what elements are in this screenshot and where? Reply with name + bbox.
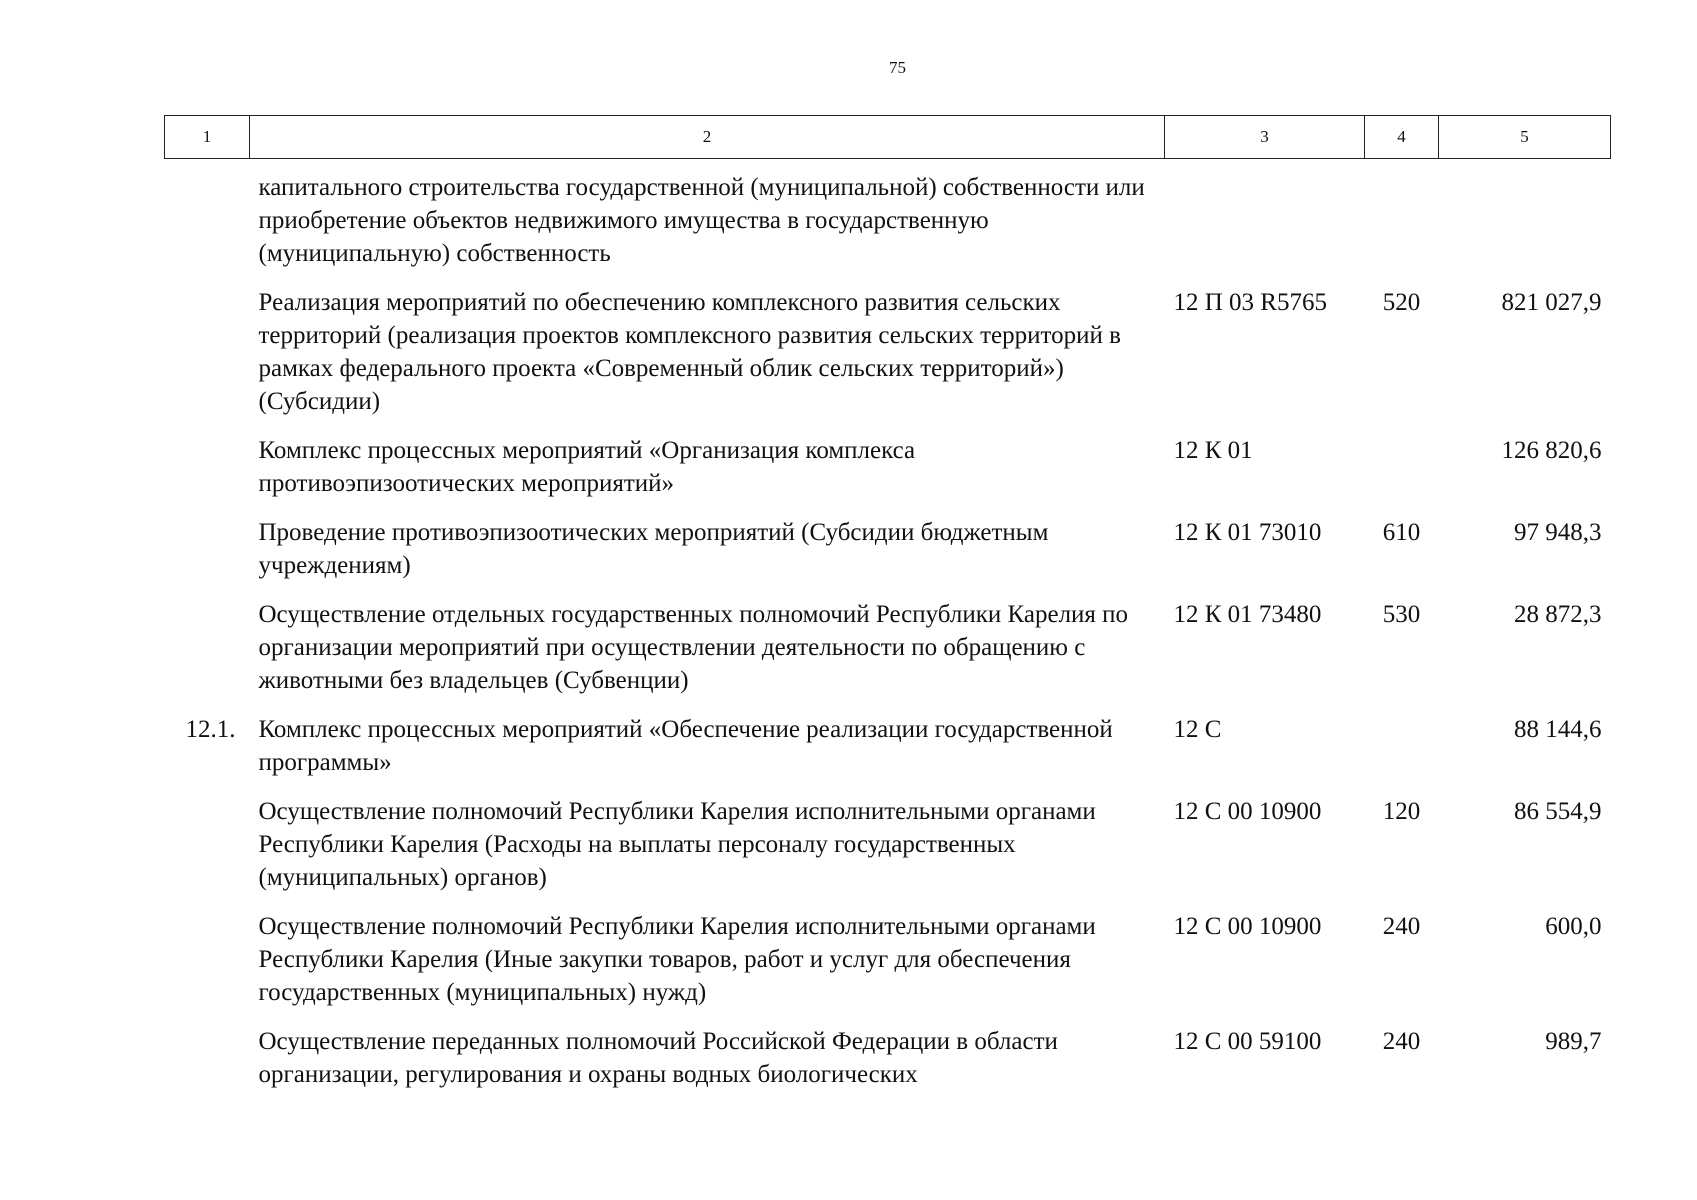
row-description: Проведение противоэпизоотических мероприятий (Субсидии бюджетным учреждениям) (258, 519, 1049, 579)
column-header-3: 3 (1165, 116, 1365, 159)
row-target-code: 12 К 01 (1173, 437, 1253, 464)
table-row (165, 159, 1611, 287)
row-expense-type: 530 (1382, 601, 1421, 628)
table-row (165, 713, 1611, 795)
row-description: Комплекс процессных мероприятий «Обеспечение реализации государственной программы» (258, 716, 1113, 776)
row-number (165, 795, 250, 910)
table-row (165, 1025, 1611, 1107)
row-description: Осуществление отдельных государственных полномочий Республики Карелия по организации мероприятий при осуществлении деятельности по обращению с животными без владельцев (Субвенции) (258, 601, 1129, 694)
row-amount: 989,7 (1545, 1028, 1602, 1055)
row-expense-type (1365, 159, 1439, 287)
row-number (165, 159, 250, 287)
row-amount: 97 948,3 (1514, 519, 1602, 546)
table-row (165, 516, 1611, 598)
row-expense-type (1365, 713, 1439, 795)
row-expense-type: 240 (1382, 1028, 1421, 1055)
table-header-row (165, 116, 1611, 159)
row-expense-type: 240 (1382, 913, 1421, 940)
row-expense-type: 120 (1382, 798, 1421, 825)
row-number (165, 286, 250, 434)
row-target-code: 12 С 00 10900 (1173, 913, 1322, 940)
table-row (165, 910, 1611, 1025)
row-description: Осуществление полномочий Республики Карелия исполнительными органами Республики Карелия (Расходы на выплаты персоналу государственных (муниципальных) органов) (258, 798, 1096, 891)
row-number (165, 516, 250, 598)
row-target-code: 12 К 01 73010 (1173, 519, 1322, 546)
row-amount: 600,0 (1545, 913, 1602, 940)
row-amount: 126 820,6 (1501, 437, 1602, 464)
table-row (165, 286, 1611, 434)
row-amount: 28 872,3 (1514, 601, 1602, 628)
budget-table (164, 115, 1610, 1107)
row-description: капитального строительства государственной (муниципальной) собственности или приобретение объектов недвижимого имущества в государственную (муниципальную) собственность (258, 174, 1145, 267)
row-amount (1439, 159, 1611, 287)
row-amount: 88 144,6 (1514, 716, 1602, 743)
row-amount: 821 027,9 (1501, 289, 1602, 316)
row-target-code (1165, 159, 1365, 287)
row-description: Комплекс процессных мероприятий «Организация комплекса противоэпизоотических мероприятий» (258, 437, 916, 497)
column-header-4: 4 (1365, 116, 1439, 159)
row-number (165, 1025, 250, 1107)
row-amount: 86 554,9 (1514, 798, 1602, 825)
row-target-code: 12 С 00 10900 (1173, 798, 1322, 825)
row-expense-type: 520 (1382, 289, 1421, 316)
column-header-5: 5 (1439, 116, 1611, 159)
row-number (165, 598, 250, 713)
row-target-code: 12 П 03 R5765 (1173, 289, 1327, 316)
row-expense-type (1365, 434, 1439, 516)
table-row (165, 434, 1611, 516)
row-target-code: 12 С 00 59100 (1173, 1028, 1322, 1055)
row-expense-type: 610 (1382, 519, 1421, 546)
table-row (165, 795, 1611, 910)
page-number: 75 (889, 58, 906, 77)
row-number (165, 434, 250, 516)
row-number (165, 910, 250, 1025)
table-row (165, 598, 1611, 713)
row-target-code: 12 С (1173, 716, 1222, 743)
row-number: 12.1. (185, 716, 236, 743)
row-description: Реализация мероприятий по обеспечению комплексного развития сельских территорий (реализация проектов комплексного развития сельских территорий в рамках федерального проекта «Современный облик сельских территорий») (Субсидии) (258, 289, 1121, 415)
row-description: Осуществление полномочий Республики Карелия исполнительными органами Республики Карелия (Иные закупки товаров, работ и услуг для обеспечения государственных (муниципальных) нужд) (258, 913, 1096, 1006)
row-description: Осуществление переданных полномочий Российской Федерации в области организации, регулирования и охраны водных биологических (258, 1028, 1058, 1088)
column-header-1: 1 (165, 116, 250, 159)
column-header-2: 2 (250, 116, 1165, 159)
row-target-code: 12 К 01 73480 (1173, 601, 1322, 628)
